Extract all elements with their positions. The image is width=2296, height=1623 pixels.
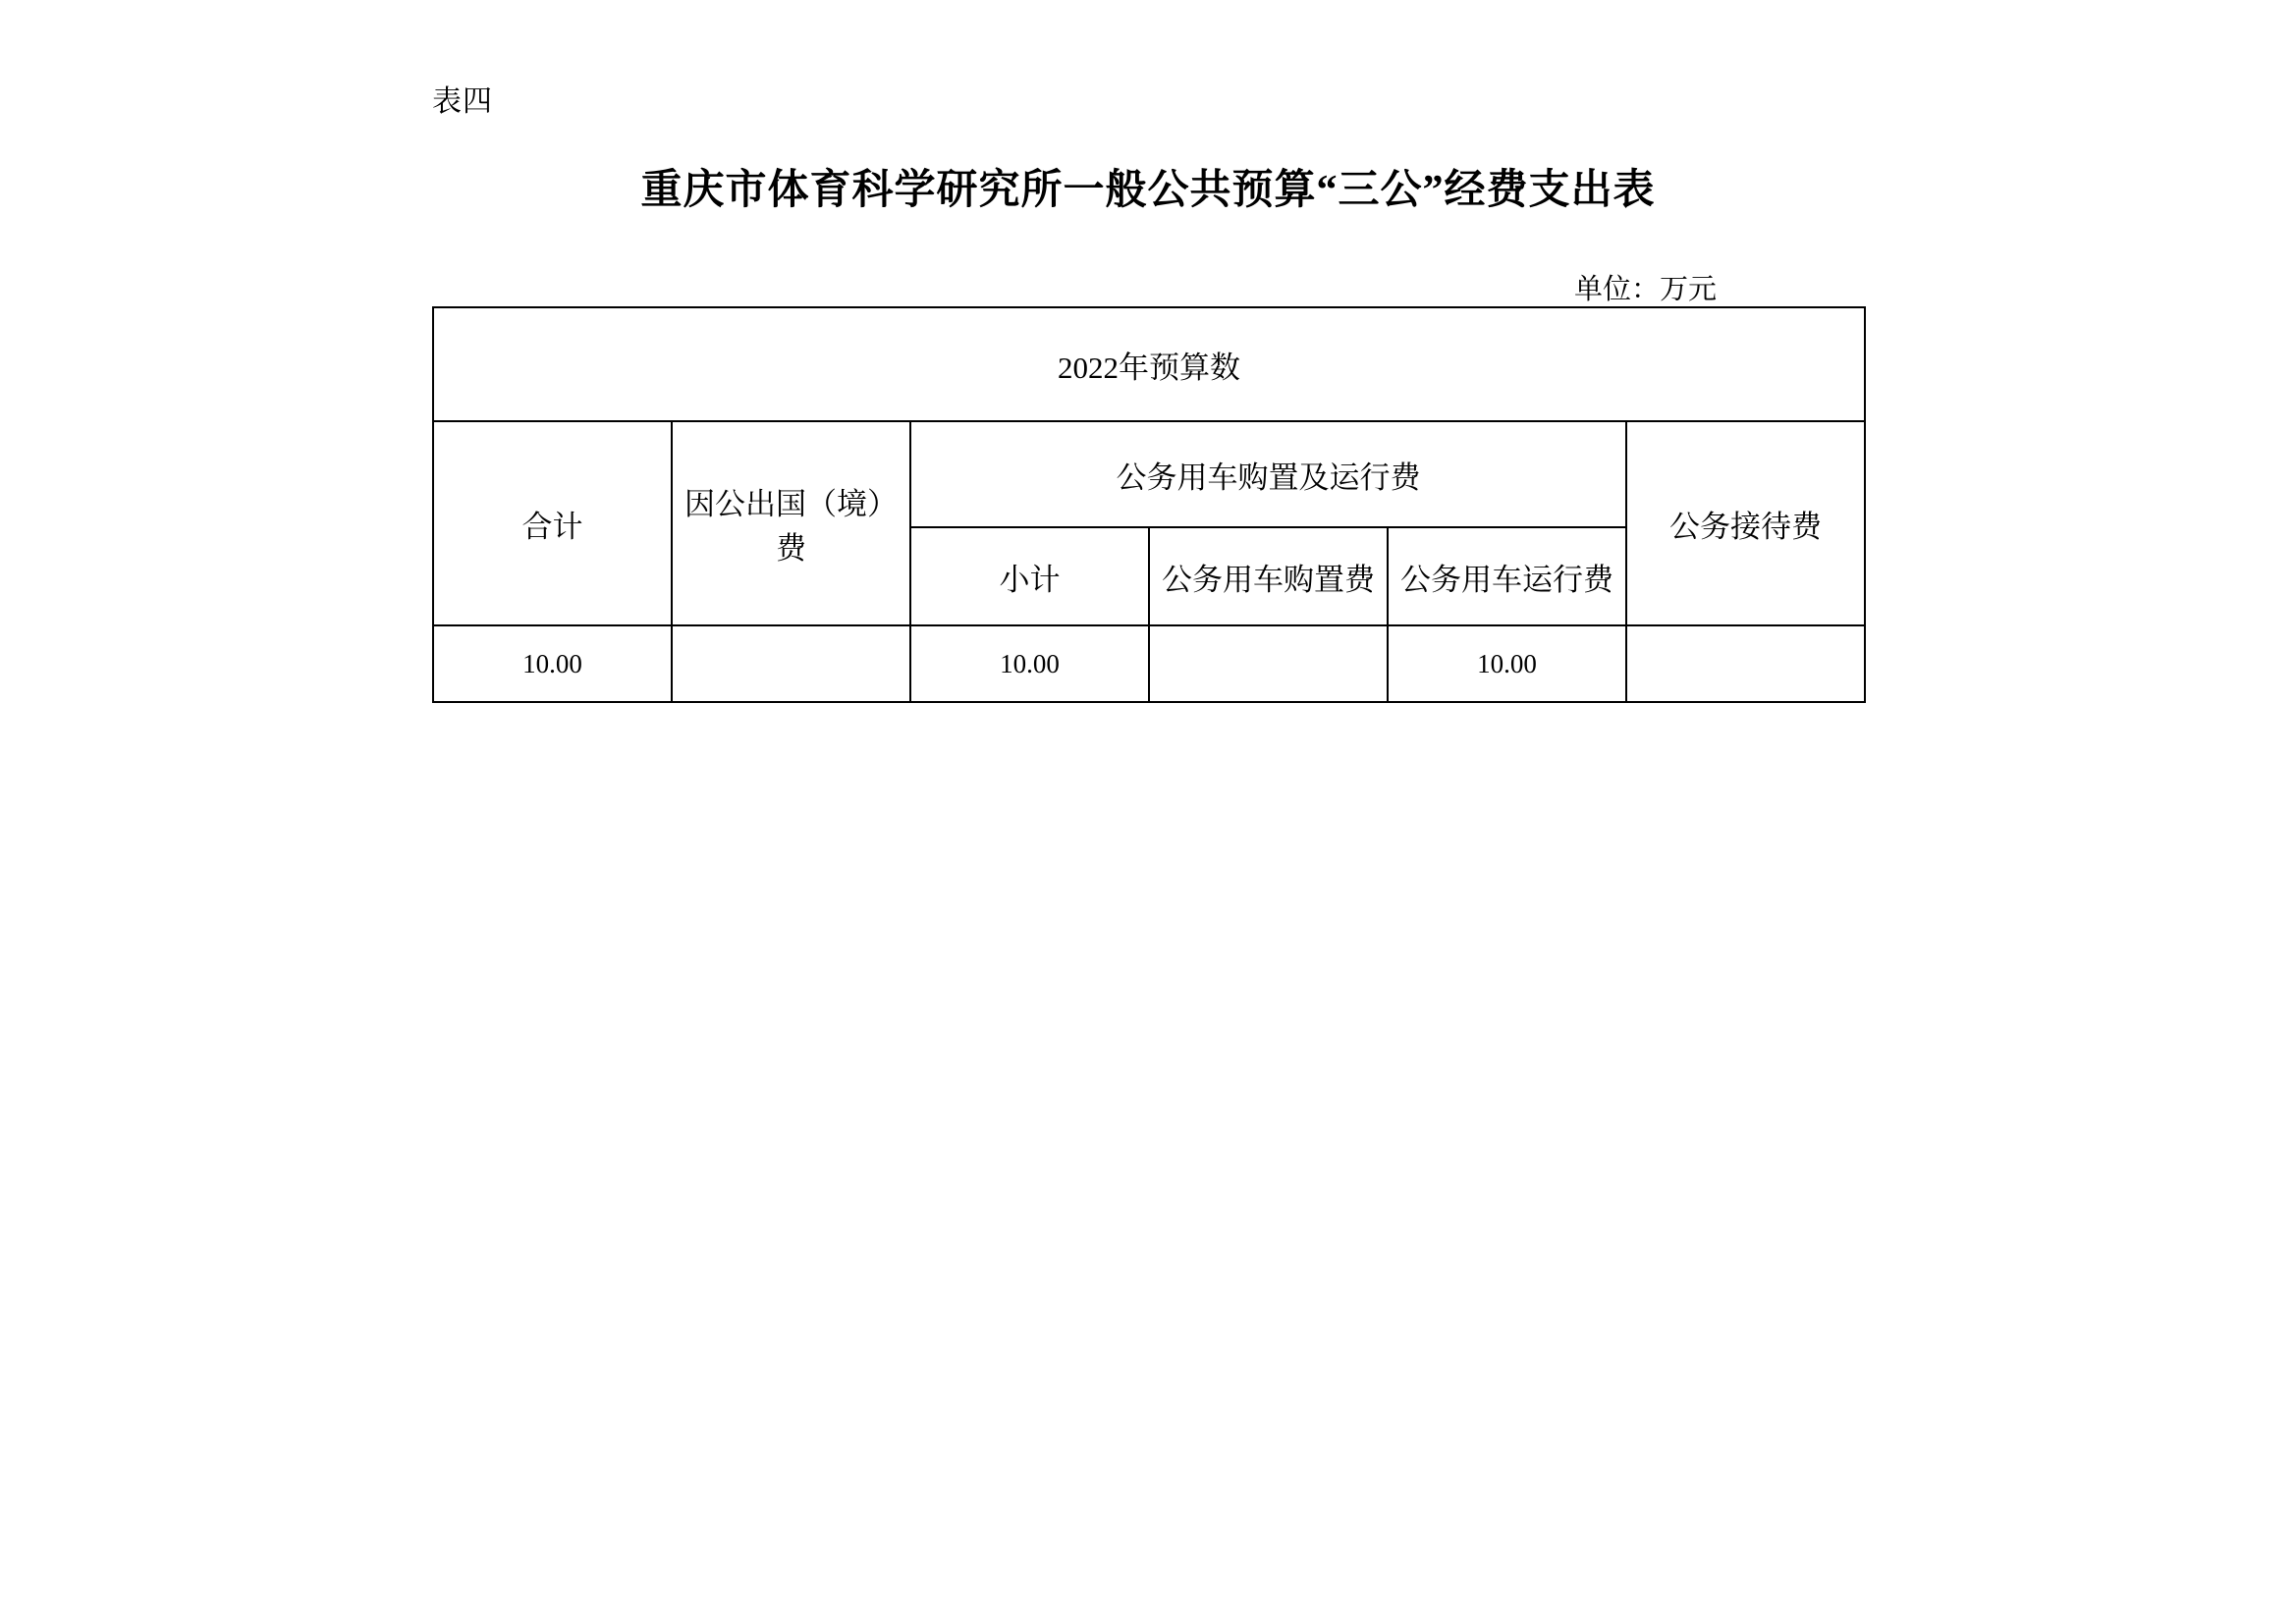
sheet-label: 表四 xyxy=(432,85,493,118)
cell-vehicle-purchase xyxy=(1149,625,1388,702)
header-reception: 公务接待费 xyxy=(1626,421,1865,625)
header-vehicle-operation: 公务用车运行费 xyxy=(1388,527,1626,625)
table-row xyxy=(433,625,1865,702)
cell-vehicle-operation: 10.00 xyxy=(1388,625,1626,702)
page-title: 重庆市体育科学研究所一般公共预算“三公”经费支出表 xyxy=(640,168,1656,213)
header-vehicle-group: 公务用车购置及运行费 xyxy=(910,421,1626,527)
cell-reception xyxy=(1626,625,1865,702)
cell-abroad xyxy=(672,625,910,702)
budget-table-container xyxy=(432,306,1866,703)
table-header-group-row xyxy=(433,421,1865,527)
header-abroad: 因公出国（境）费 xyxy=(672,421,910,625)
header-vehicle-subtotal: 小计 xyxy=(910,527,1149,625)
header-total: 合计 xyxy=(433,421,672,625)
unit-note: 单位：万元 xyxy=(1573,274,1717,305)
header-year-budget: 2022年预算数 xyxy=(433,307,1865,421)
table-header-top-row xyxy=(433,307,1865,421)
header-vehicle-purchase: 公务用车购置费 xyxy=(1149,527,1388,625)
cell-vehicle-subtotal: 10.00 xyxy=(910,625,1149,702)
cell-total: 10.00 xyxy=(433,625,672,702)
budget-table xyxy=(432,306,1866,703)
